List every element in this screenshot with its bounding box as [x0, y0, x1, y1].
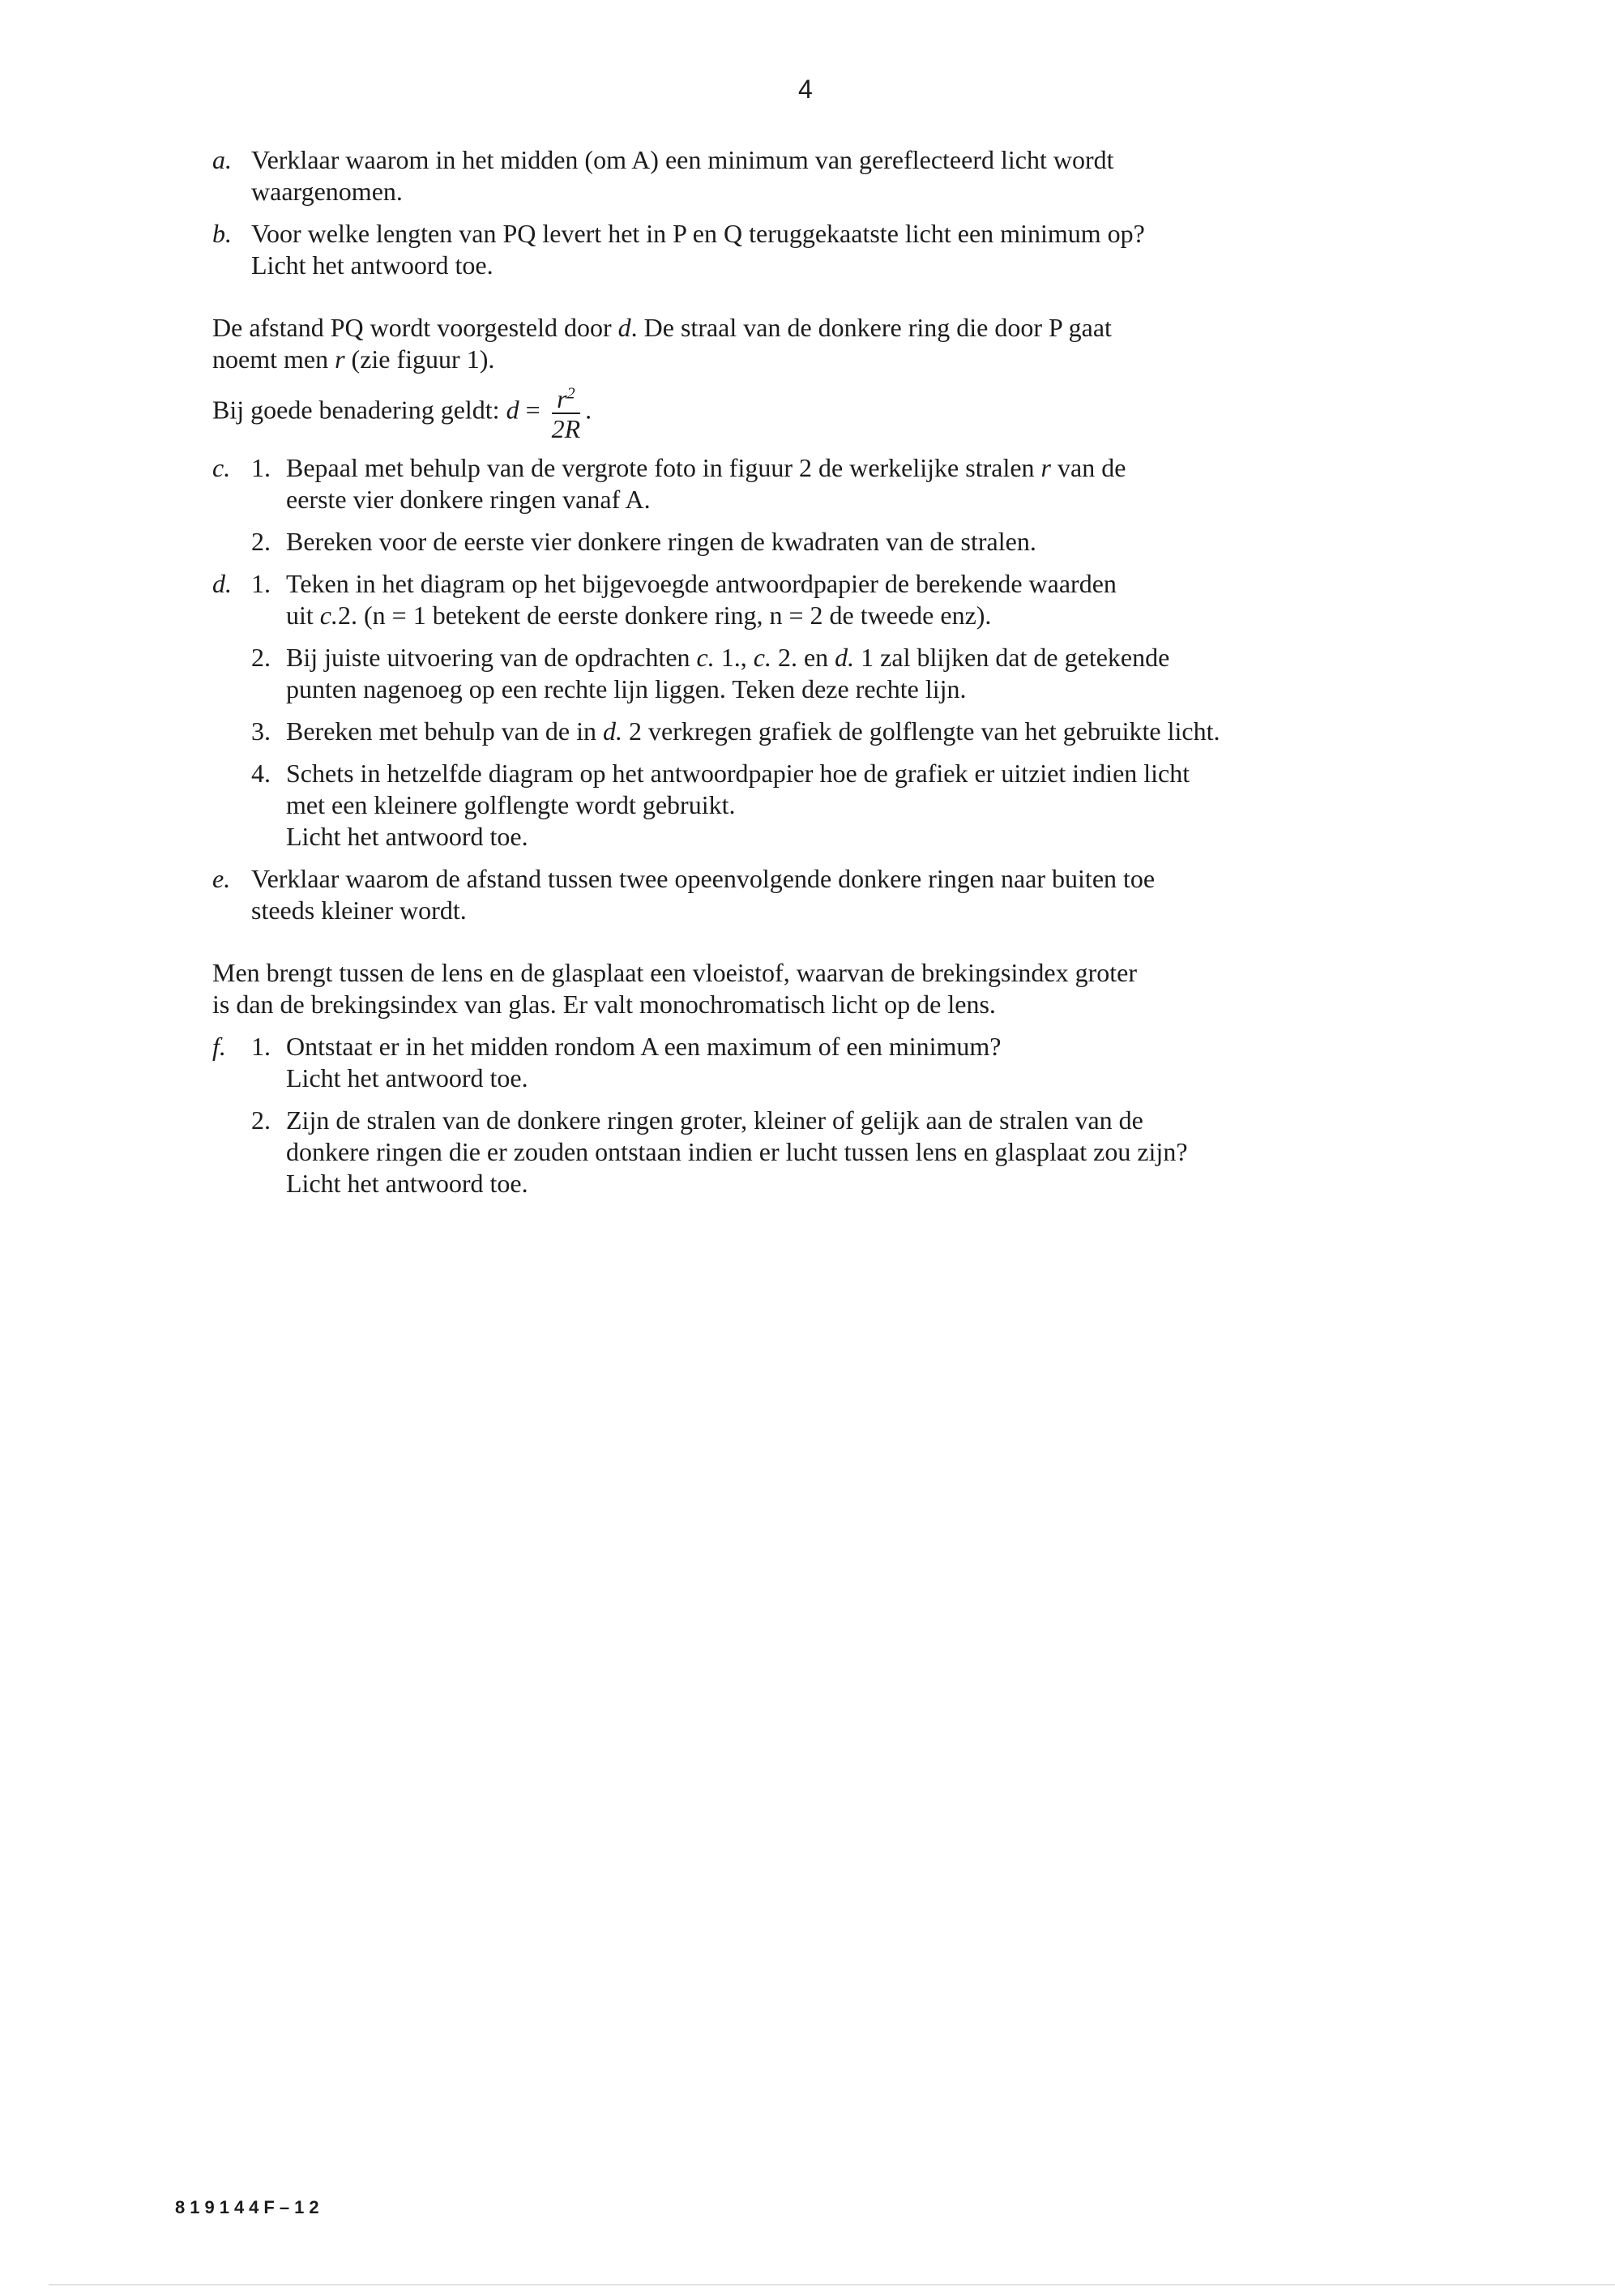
question-a-line-1: Verklaar waarom in het midden (om A) een minimum van gereflecteerd licht wordt: [251, 145, 1114, 174]
question-f-label: f.: [212, 1032, 226, 1061]
page-number: 4: [798, 75, 813, 104]
question-a-line-2: waargenomen.: [251, 177, 403, 206]
question-d-2: 2. Bij juiste uitvoering van de opdrachten c. 1., c. 2. en d. 1 zal blijken dat de getekende punten nagenoeg op een rechte lijn liggen. Teken deze rechte lijn.: [251, 643, 1170, 703]
question-f-1: f. 1. Ontstaat er in het midden rondom A een maximum of een minimum? Licht het antwoord toe.: [212, 1032, 1002, 1092]
question-b-line-2: Licht het antwoord toe.: [251, 250, 493, 280]
question-d-3: 3. Bereken met behulp van de in d. 2 verkregen grafiek de golflengte van het gebruikte licht.: [251, 716, 1220, 746]
question-c-label: c.: [212, 453, 231, 482]
question-f-2: 2. Zijn de stralen van de donkere ringen groter, kleiner of gelijk aan de stralen van de donkere ringen die er zouden ontstaan indien er lucht tussen lens en glasplaat zou zijn? Licht het antwoord toe.: [251, 1105, 1188, 1198]
intro-line-2: noemt men r (zie figuur 1).: [212, 344, 495, 374]
question-b-label: b.: [212, 219, 232, 248]
question-b: [212, 218, 1476, 281]
scan-edge-line: [49, 2284, 1615, 2285]
question-b-line-1: Voor welke lengten van PQ levert het in P en Q teruggekaatste licht een minimum op?: [251, 219, 1145, 248]
question-e: e. Verklaar waarom de afstand tussen twee opeenvolgende donkere ringen naar buiten toe steeds kleiner wordt.: [212, 864, 1156, 925]
question-d-4: 4. Schets in hetzelfde diagram op het antwoordpapier hoe de grafiek er uitziet indien licht met een kleinere golflengte wordt gebruikt. Licht het antwoord toe.: [251, 759, 1190, 851]
question-d-1: d. 1. Teken in het diagram op het bijgevoegde antwoordpapier de berekende waarden uit c.2. (n = 1 betekent de eerste donkere ring, n = 2 de tweede enz).: [212, 569, 1117, 630]
question-e-label: e.: [212, 864, 231, 893]
question-c-2: 2. Bereken voor de eerste vier donkere ringen de kwadraten van de stralen.: [251, 527, 1036, 556]
intro-line-1: De afstand PQ wordt voorgesteld door d. De straal van de donkere ring die door P gaat: [212, 313, 1112, 342]
intro-paragraph: [212, 312, 1476, 442]
question-c-1: c. 1. Bepaal met behulp van de vergrote foto in figuur 2 de werkelijke stralen r van de eerste vier donkere ringen vanaf A.: [212, 453, 1126, 514]
exam-content: [212, 144, 1476, 1199]
question-d-label: d.: [212, 569, 232, 598]
liquid-paragraph: Men brengt tussen de lens en de glasplaat een vloeistof, waarvan de brekingsindex groter is dan de brekingsindex van glas. Er valt monochromatisch licht op de lens.: [212, 958, 1137, 1019]
question-a: [212, 144, 1476, 207]
formula-fraction: $\frac{r^2}{2R}$: [551, 384, 581, 443]
document-code: 819144F–12: [175, 2197, 324, 2217]
formula-line: Bij goede benadering geldt: d = $\frac{r^2}{2R}$ .: [212, 384, 592, 443]
question-a-label: a.: [212, 145, 232, 174]
